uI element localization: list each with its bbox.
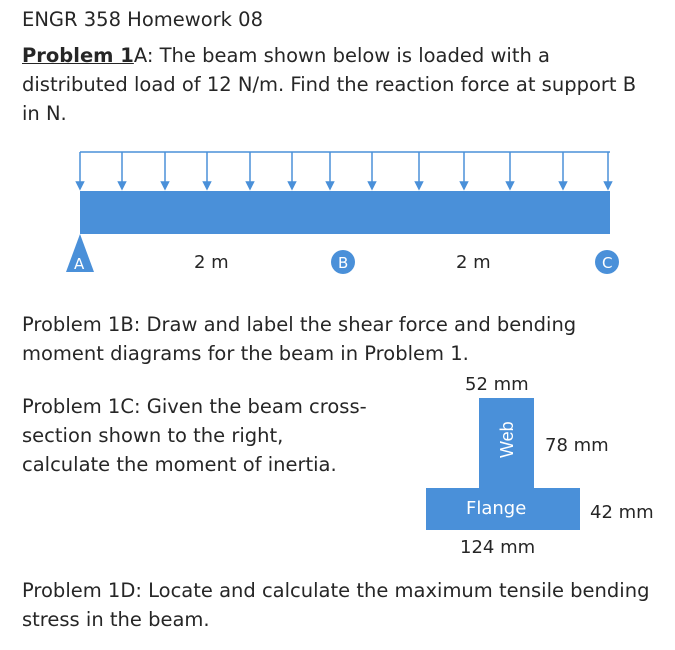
span-bc-label: 2 m: [456, 252, 491, 273]
problem-1a-label: Problem 1: [22, 44, 134, 67]
web-label: Web: [497, 421, 517, 458]
support-a-label: A: [74, 255, 85, 273]
support-b-label: B: [338, 254, 349, 272]
span-ab-label: 2 m: [194, 252, 229, 273]
problem-1a-body: : The beam shown below is loaded with a distributed load of 12 N/m. Find the reaction force at support B in N.: [22, 44, 637, 125]
web-height-label: 78 mm: [545, 435, 609, 456]
flange-label: Flange: [466, 498, 527, 519]
flange-width-label: 124 mm: [460, 537, 536, 558]
support-c-label: C: [602, 254, 613, 272]
problem-1d-text: Problem 1D: Locate and calculate the maximum tensile bending stress in the beam.: [22, 579, 650, 631]
web-width-label: 52 mm: [465, 374, 529, 395]
problem-1b-text: Problem 1B: Draw and label the shear force and bending moment diagrams for the beam in Problem 1.: [22, 313, 577, 365]
problem-1c-text: Problem 1C: Given the beam cross-section shown to the right, calculate the moment of inertia.: [22, 395, 367, 476]
page-title: ENGR 358 Homework 08: [22, 8, 263, 31]
flange-height-label: 42 mm: [590, 502, 654, 523]
problem-1a-label-suffix: A: [133, 44, 147, 67]
